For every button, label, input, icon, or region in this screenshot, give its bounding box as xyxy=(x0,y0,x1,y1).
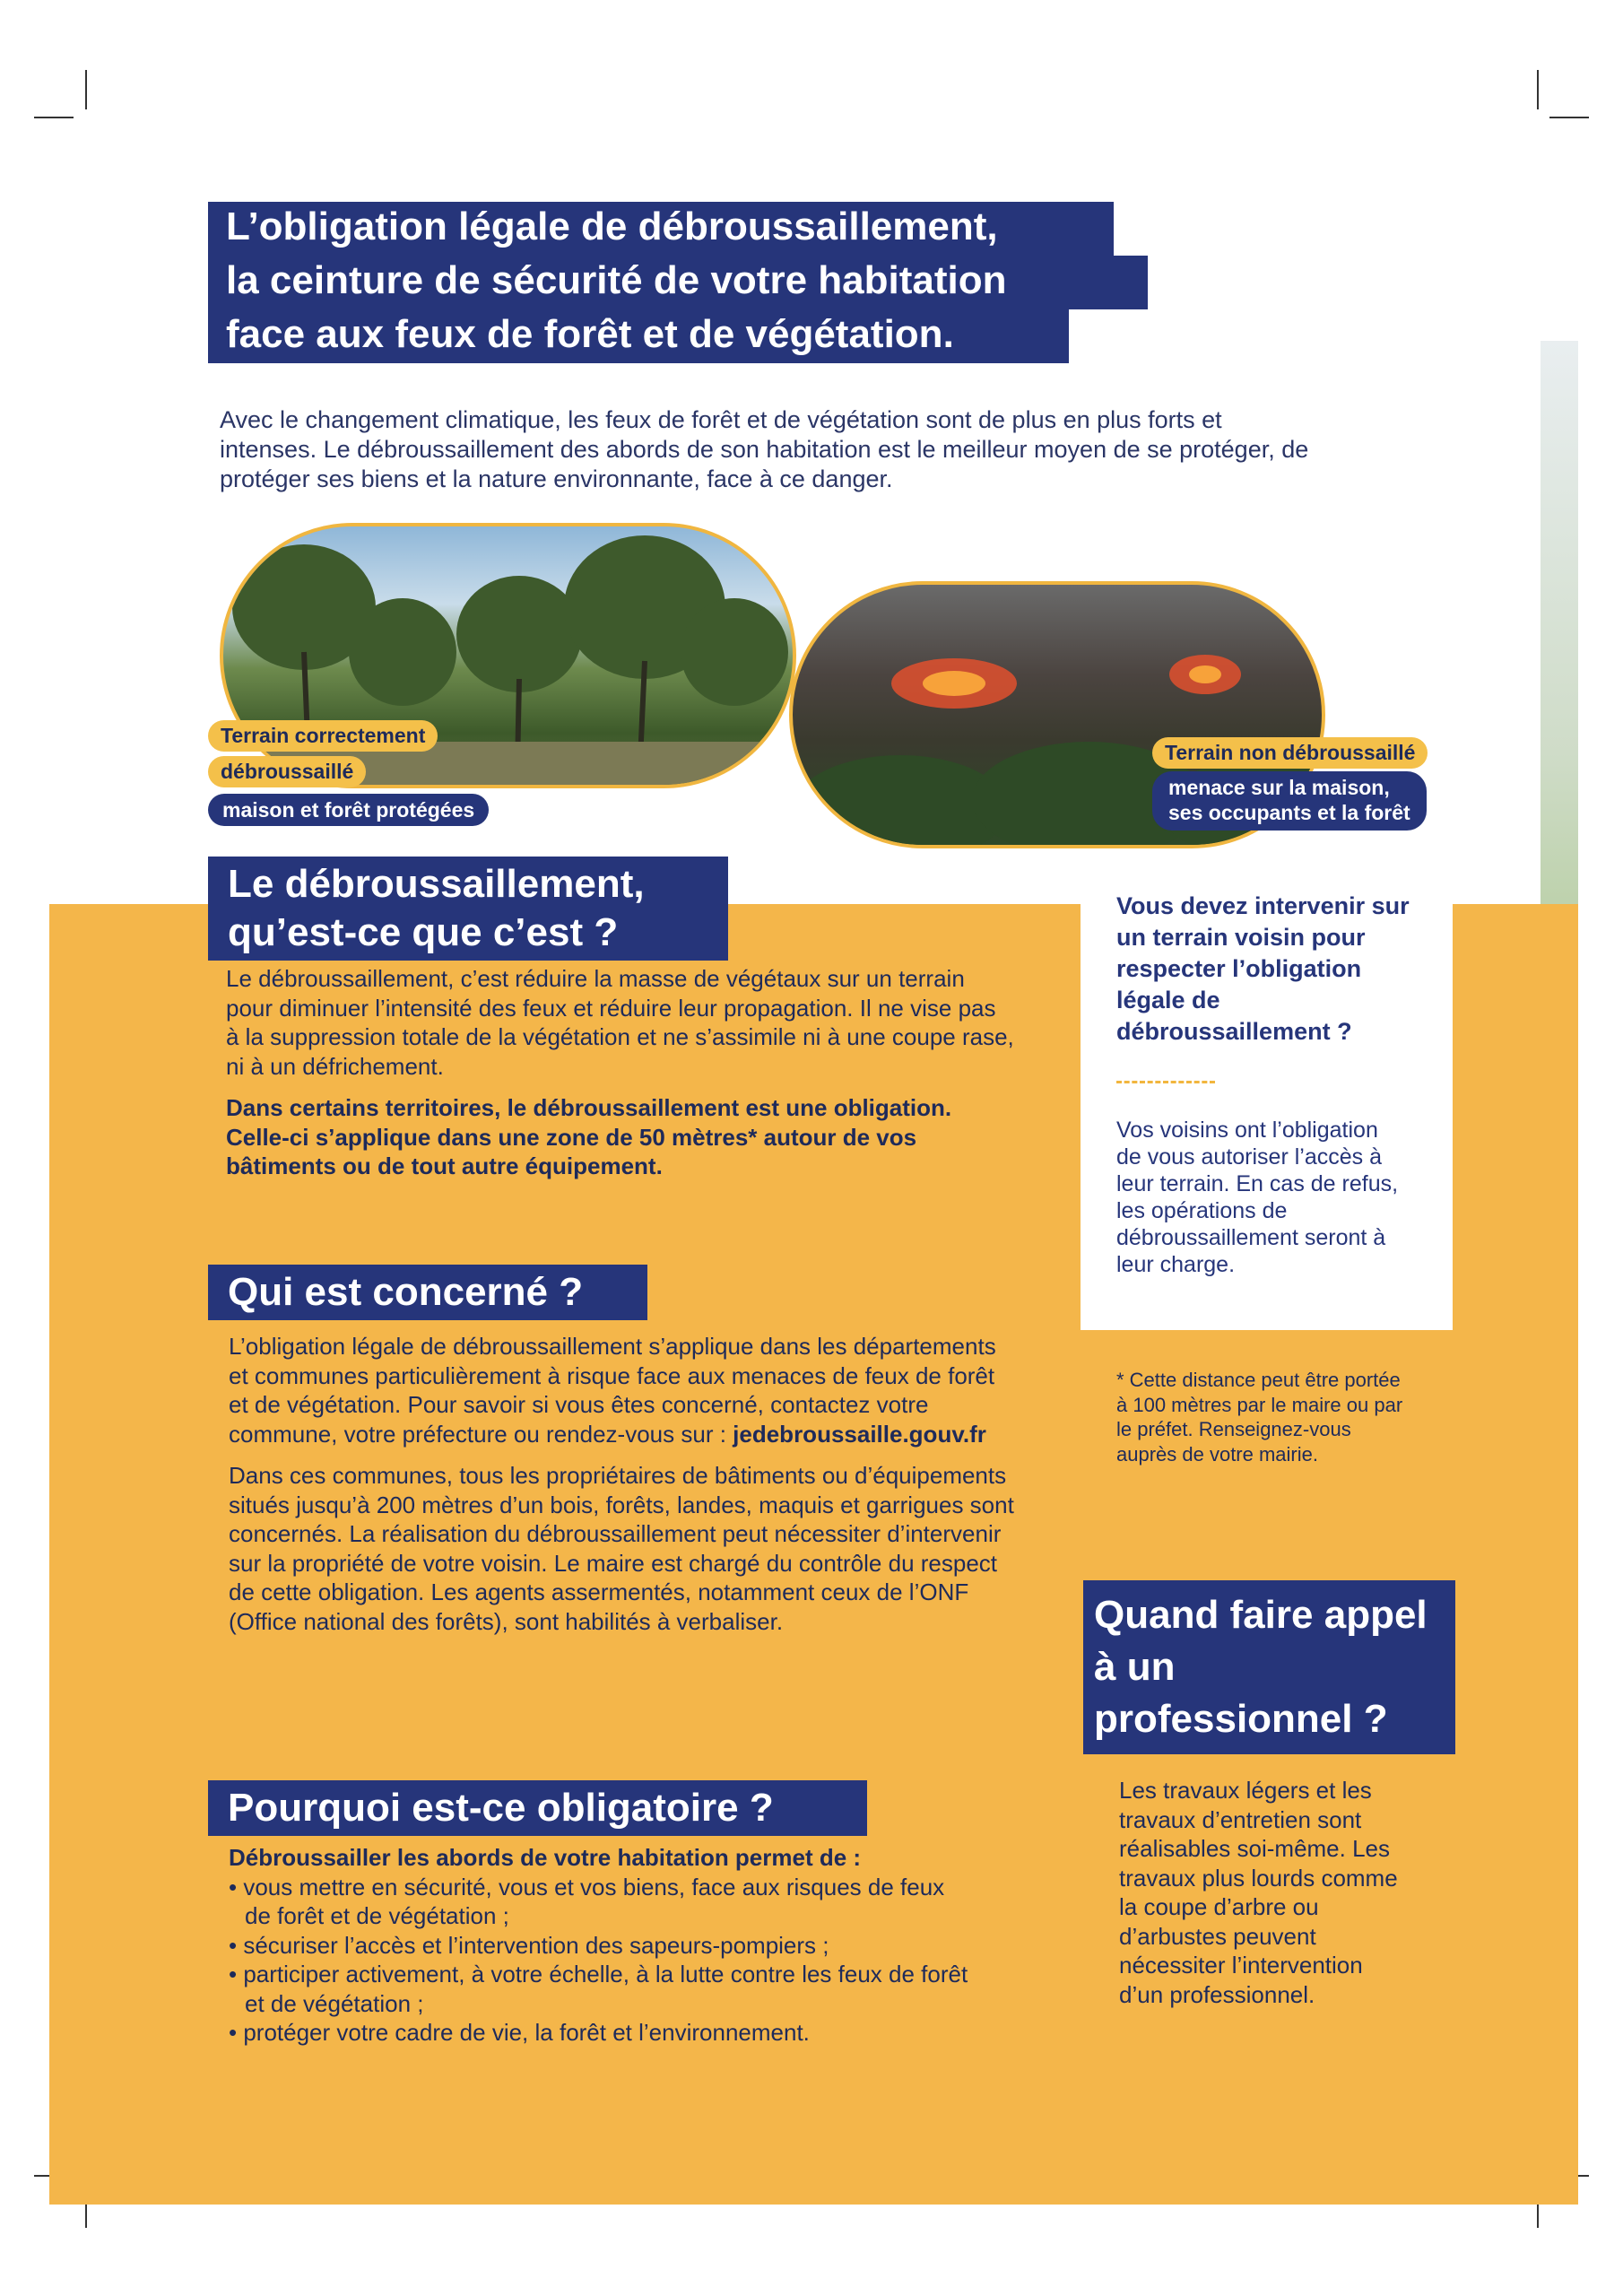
badge-cleared-terrain: Terrain correctement xyxy=(208,720,438,752)
crop-mark xyxy=(1537,70,1539,109)
section-who-paragraph-1 xyxy=(229,1332,1018,1448)
neighbor-question: Vous devez intervenir sur un terrain voisin pour respecter l’obligation légale de débroussaillement ? xyxy=(1116,892,1410,1045)
section-who-paragraph-1-text: L’obligation légale de débroussaillement s’applique dans les départements et communes particulièrement à risque face aux menaces de feux de forêt et de végétation. Pour savoir si vous êtes concerné, contactez votre commune, votre préfecture ou rendez-vous sur : xyxy=(229,1333,996,1448)
badge-threat xyxy=(1152,771,1427,831)
section-title-what xyxy=(208,857,728,961)
section-what-paragraph-1: Le débroussaillement, c’est réduire la masse de végétaux sur un terrain pour diminuer l’intensité des feux et réduire leur propagation. Il ne vise pas à la suppression totale de la végétation et ne s’assimile ni à une coupe rase, ni à un défrichement. xyxy=(226,965,1014,1080)
section-why-body xyxy=(229,1843,973,2048)
section-what-paragraph-2: Dans certains territoires, le débroussaillement est une obligation. Celle-ci s’applique dans une zone de 50 mètres* autour de vos bâtiments ou de tout autre équipement. xyxy=(226,1094,952,1179)
section-title-what-line-2: qu’est-ce que c’est ? xyxy=(228,910,619,954)
badge-threat-line-2: ses occupants et la forêt xyxy=(1168,801,1410,824)
bullet-item: • participer activement, à votre échelle, à la lutte contre les feux de forêt et de végétation ; xyxy=(229,1961,968,2017)
main-title-line-3: face aux feux de forêt et de végétation. xyxy=(208,309,1078,363)
section-who-paragraph-2: Dans ces communes, tous les propriétaires de bâtiments ou d’équipements situés jusqu’à 200 mètres d’un bois, forêts, landes, maquis et garrigues sont concernés. La réalisation du débroussaillement peut nécessiter d’intervenir sur la propriété de votre voisin. Le maire est chargé du contrôle du respect de cette obligation. Les agents assermentés, notamment ceux de l’ONF (Office national des forêts), sont habilités à verbaliser. xyxy=(229,1462,1014,1635)
section-title-professional: Quand faire appel à un professionnel ? xyxy=(1083,1580,1455,1754)
bullet-item: • vous mettre en sécurité, vous et vos biens, face aux risques de feux de forêt et de végétation ; xyxy=(229,1873,945,1929)
crop-mark xyxy=(34,117,74,118)
neighbor-answer: Vos voisins ont l’obligation de vous autoriser l’accès à leur terrain. En cas de refus, les opérations de débroussaillement seront à leur charge. xyxy=(1116,1118,1399,1277)
crop-mark xyxy=(85,70,87,109)
crop-mark xyxy=(1549,117,1589,118)
bullet-item: • sécuriser l’accès et l’intervention des sapeurs-pompiers ; xyxy=(229,1931,829,1959)
professional-text: Les travaux légers et les travaux d’entretien sont réalisables soi-même. Les travaux plus lourds comme la coupe d’arbre ou d’arbustes peuvent nécessiter l’intervention d’un professionnel. xyxy=(1119,1777,1398,2008)
website-link[interactable]: jedebroussaille.gouv.fr xyxy=(733,1420,986,1448)
section-why-lead: Débroussailler les abords de votre habitation permet de : xyxy=(229,1844,862,1871)
bullet-item: • protéger votre cadre de vie, la forêt et l’environnement. xyxy=(229,2019,810,2046)
distance-footnote: * Cette distance peut être portée à 100 mètres par le maire ou par le préfet. Renseignez-vous auprès de votre mairie. xyxy=(1116,1369,1403,1465)
section-who-body xyxy=(229,1332,1018,1648)
section-title-what-line-1: Le débroussaillement, xyxy=(228,862,645,906)
badge-protected: maison et forêt protégées xyxy=(208,794,489,826)
divider xyxy=(1116,1081,1215,1083)
badge-uncleared-terrain: Terrain non débroussaillé xyxy=(1152,737,1428,769)
main-title-line-2: la ceinture de sécurité de votre habitation xyxy=(208,256,1157,309)
section-what-body xyxy=(226,964,1015,1194)
intro-paragraph: Avec le changement climatique, les feux de forêt et de végétation sont de plus en plus forts et intenses. Le débroussaillement des abords de son habitation est le meilleur moyen de se protéger, de protéger ses biens et la nature environnante, face à ce danger. xyxy=(220,406,1309,492)
section-title-why: Pourquoi est-ce obligatoire ? xyxy=(208,1780,867,1836)
section-title-who: Qui est concerné ? xyxy=(208,1265,647,1320)
badge-cleared-label: débroussaillé xyxy=(208,756,366,787)
main-title-line-1: L’obligation légale de débroussaillement, xyxy=(208,202,1123,256)
badge-threat-line-1: menace sur la maison, xyxy=(1168,776,1390,799)
